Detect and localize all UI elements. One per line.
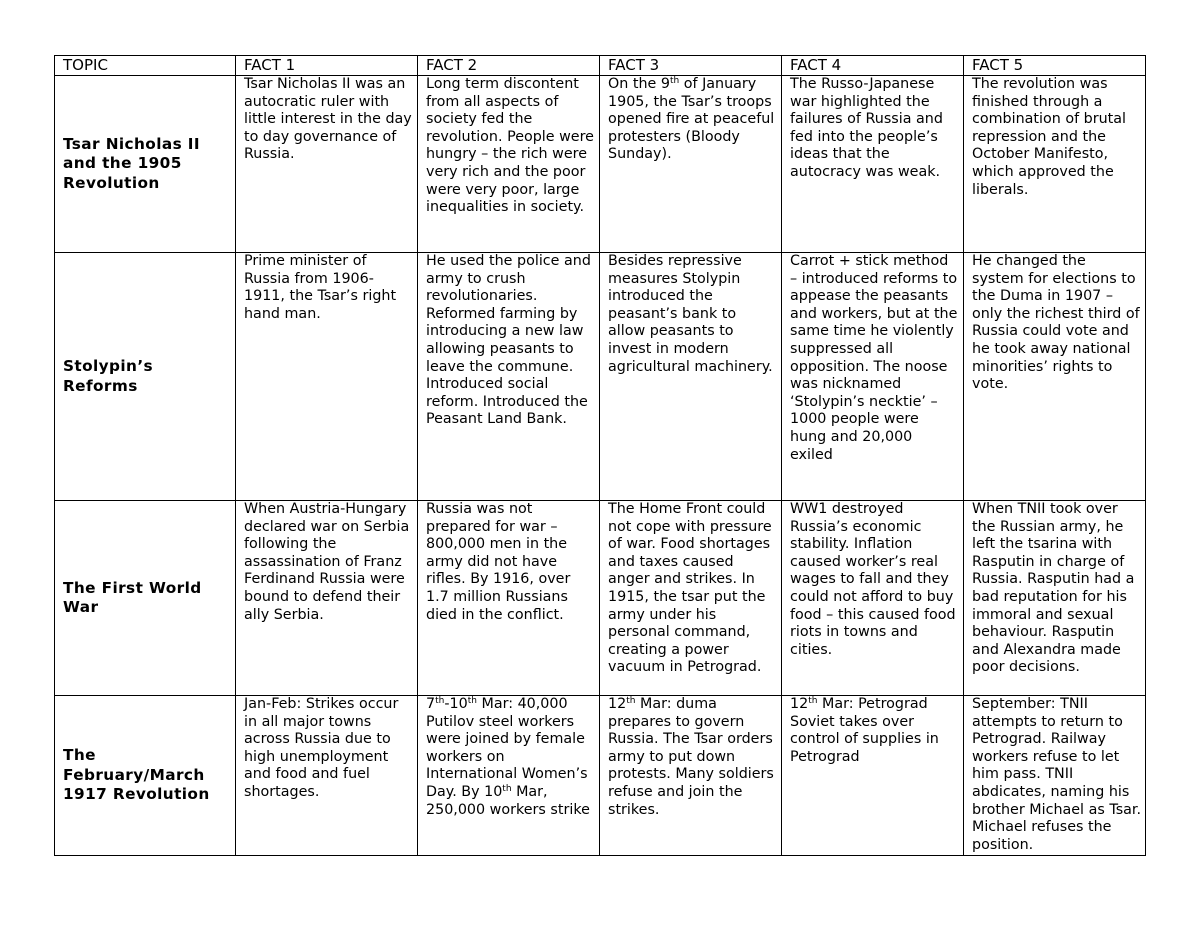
fact-cell (782, 696, 964, 856)
ordinal-suffix: th (626, 696, 636, 706)
table-row (55, 253, 1146, 501)
fact-cell: Jan-Feb: Strikes occur in all major towns across Russia due to high unemployment and food and fuel shortages. (236, 696, 418, 856)
fact-cell: The Russo-Japanese war highlighted the failures of Russia and fed into the people’s ideas that the autocracy was weak. (782, 76, 964, 253)
header-fact-4: FACT 4 (782, 56, 964, 76)
fact-cell: He used the police and army to crush revolutionaries. Reformed farming by introducing a new law allowing peasants to leave the commune. Introduced social reform. Introduced the Peasant Land Bank. (418, 253, 600, 501)
table-row (55, 501, 1146, 696)
topic-cell: The February/March 1917 Revolution (55, 696, 236, 856)
header-fact-2: FACT 2 (418, 56, 600, 76)
fact-text: Mar, 250,000 workers strike (426, 783, 590, 818)
topic-cell: Stolypin’s Reforms (55, 253, 236, 501)
fact-text: Mar: duma prepares to govern Russia. The Tsar orders army to put down protests. Many soldiers refuse and join the strikes. (608, 696, 774, 818)
fact-cell: WW1 destroyed Russia’s economic stability. Inflation caused worker’s real wages to fall and they could not afford to buy food – this caused food riots in towns and cities. (782, 501, 964, 696)
fact-cell: Carrot + stick method – introduced reforms to appease the peasants and workers, but at the same time he violently suppressed all opposition. The noose was nicknamed ‘Stolypin’s necktie’ – 1000 people were hung and 20,000 exiled (782, 253, 964, 501)
fact-text: 12 (608, 696, 627, 712)
fact-cell: Russia was not prepared for war – 800,000 men in the army did not have rifles. By 1916, over 1.7 million Russians died in the conflict. (418, 501, 600, 696)
ordinal-suffix: th (502, 783, 512, 794)
table-row (55, 696, 1146, 856)
history-facts-table (54, 55, 1146, 856)
fact-cell (418, 696, 600, 856)
fact-cell: Besides repressive measures Stolypin introduced the peasant’s bank to allow peasants to invest in modern agricultural machinery. (600, 253, 782, 501)
fact-cell: Long term discontent from all aspects of society fed the revolution. People were hungry – the rich were very rich and the poor were very poor, large inequalities in society. (418, 76, 600, 253)
fact-cell: The revolution was finished through a combination of brutal repression and the October Manifesto, which approved the liberals. (964, 76, 1146, 253)
header-fact-3: FACT 3 (600, 56, 782, 76)
fact-text: Mar: 40,000 Putilov steel workers were joined by female workers on International Women’s Day. By 10 (426, 696, 588, 800)
fact-text: Mar: Petrograd Soviet takes over control of supplies in Petrograd (790, 696, 939, 765)
fact-text: of January 1905, the Tsar’s troops opened fire at peaceful protesters (Bloody Sunday). (608, 76, 775, 163)
fact-cell: When TNII took over the Russian army, he left the tsarina with Rasputin in charge of Russia. Rasputin had a bad reputation for his immoral and sexual behaviour. Rasputin and Alexandra made poor decisions. (964, 501, 1146, 696)
fact-cell (600, 696, 782, 856)
header-fact-1: FACT 1 (236, 56, 418, 76)
ordinal-suffix: th (467, 696, 477, 706)
fact-cell (600, 76, 782, 253)
fact-cell: The Home Front could not cope with pressure of war. Food shortages and taxes caused anger and strikes. In 1915, the tsar put the army under his personal command, creating a power vacuum in Petrograd. (600, 501, 782, 696)
fact-cell: When Austria-Hungary declared war on Serbia following the assassination of Franz Ferdinand Russia were bound to defend their ally Serbia. (236, 501, 418, 696)
fact-text: -10 (444, 696, 468, 712)
ordinal-suffix: th (669, 76, 680, 86)
fact-text: 7 (426, 696, 436, 712)
fact-cell: Tsar Nicholas II was an autocratic ruler with little interest in the day to day governance of Russia. (236, 76, 418, 253)
ordinal-suffix: th (435, 696, 445, 706)
ordinal-suffix: th (808, 696, 818, 706)
fact-cell: September: TNII attempts to return to Petrograd. Railway workers refuse to let him pass. TNII abdicates, naming his brother Michael as Tsar. Michael refuses the position. (964, 696, 1146, 856)
fact-text: 12 (790, 696, 809, 712)
table-row (55, 76, 1146, 253)
header-row (55, 56, 1146, 76)
topic-cell: The First World War (55, 501, 236, 696)
fact-cell: He changed the system for elections to the Duma in 1907 – only the richest third of Russia could vote and he took away national minorities’ rights to vote. (964, 253, 1146, 501)
header-topic: TOPIC (55, 56, 236, 76)
fact-cell: Prime minister of Russia from 1906-1911, the Tsar’s right hand man. (236, 253, 418, 501)
fact-text: On the 9 (608, 76, 670, 92)
topic-cell: Tsar Nicholas II and the 1905 Revolution (55, 76, 236, 253)
header-fact-5: FACT 5 (964, 56, 1146, 76)
